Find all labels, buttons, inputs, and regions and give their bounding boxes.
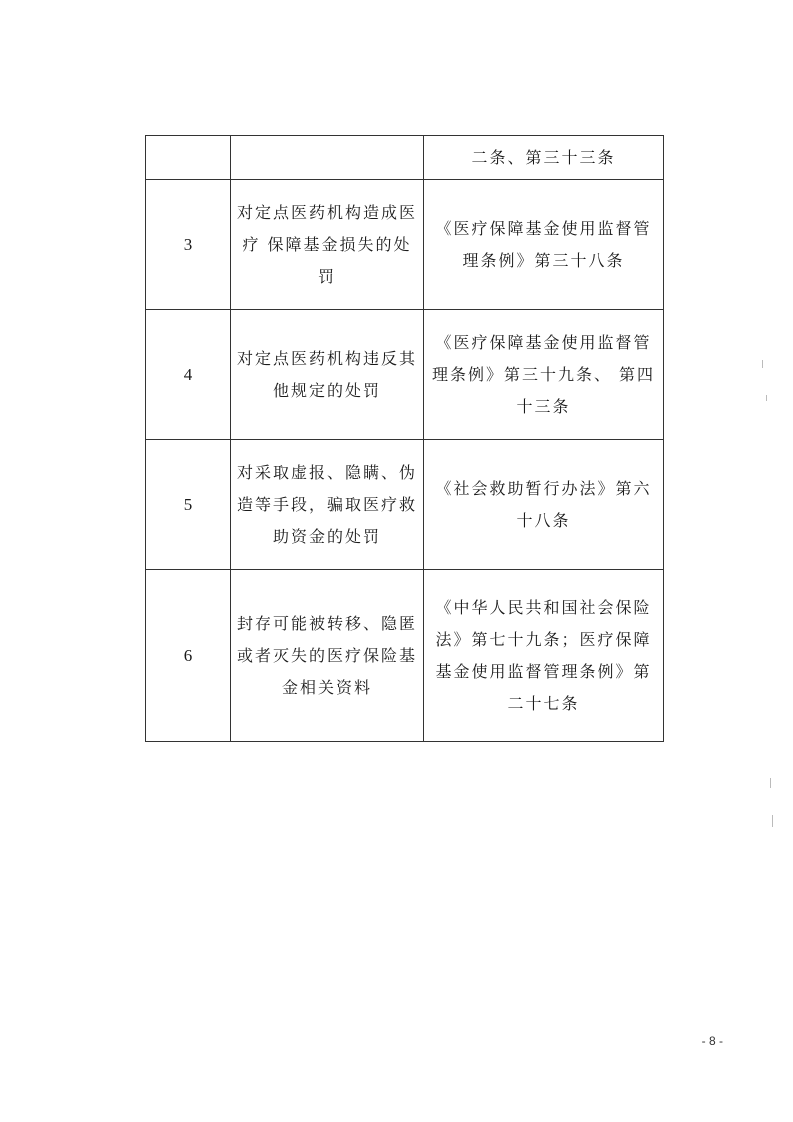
scan-artifact	[770, 778, 771, 788]
table-row	[146, 180, 664, 310]
table-row	[146, 440, 664, 570]
table-row	[146, 570, 664, 742]
item-cell: 对定点医药机构违反其他规定的处罚	[231, 310, 424, 440]
legal-basis-cell: 《医疗保障基金使用监督管理条例》第三十九条、 第四十三条	[424, 310, 664, 440]
row-number	[146, 136, 231, 180]
page-number: - 8 -	[701, 1034, 723, 1048]
item-cell: 对定点医药机构造成医疗 保障基金损失的处罚	[231, 180, 424, 310]
row-number: 4	[146, 310, 231, 440]
legal-basis-cell: 《社会救助暂行办法》第六十八条	[424, 440, 664, 570]
legal-basis-cell: 《中华人民共和国社会保险法》第七十九条；医疗保障基金使用监督管理条例》第二十七条	[424, 570, 664, 742]
row-number: 3	[146, 180, 231, 310]
scan-artifact	[772, 815, 773, 827]
table-row	[146, 136, 664, 180]
scan-artifact	[762, 360, 763, 368]
scan-artifact	[766, 395, 767, 401]
item-cell	[231, 136, 424, 180]
row-number: 5	[146, 440, 231, 570]
item-cell: 封存可能被转移、隐匿或者灭失的医疗保险基金相关资料	[231, 570, 424, 742]
table-row	[146, 310, 664, 440]
legal-basis-cell: 二条、第三十三条	[424, 136, 664, 180]
row-number: 6	[146, 570, 231, 742]
legal-basis-cell: 《医疗保障基金使用监督管理条例》第三十八条	[424, 180, 664, 310]
item-cell: 对采取虚报、隐瞒、伪造等手段，骗取医疗救助资金的处罚	[231, 440, 424, 570]
regulation-table	[145, 135, 664, 742]
